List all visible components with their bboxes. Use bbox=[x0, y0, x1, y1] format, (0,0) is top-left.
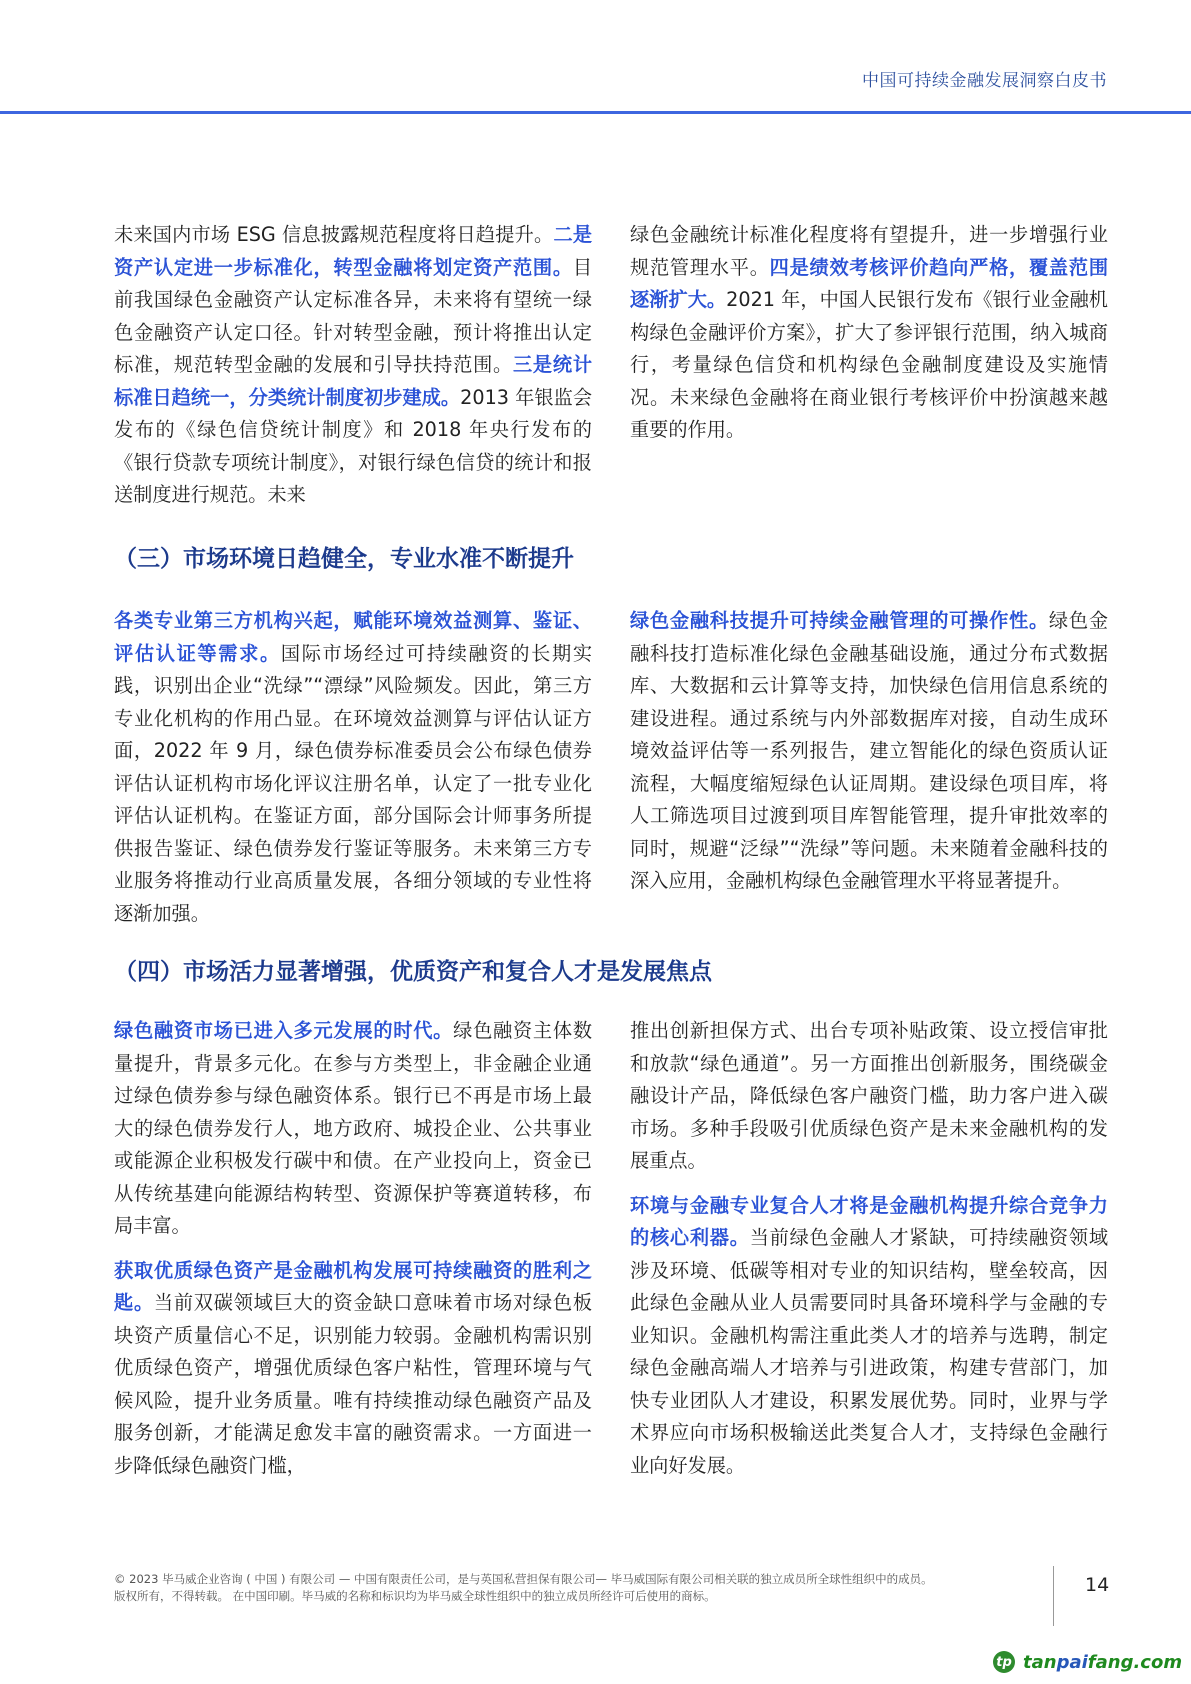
paragraph bbox=[630, 1015, 1108, 1178]
paragraph bbox=[630, 219, 1108, 447]
column-section3-left bbox=[114, 605, 592, 930]
body-text: 国际市场经过可持续融资的长期实践，识别出企业“洗绿”“漂绿”风险频发。因此，第三方专业化机构的作用凸显。在环境效益测算与评估认证方面，2022 年 9 月，绿色债券标准委员会公布绿色债券评估认证机构市场化评议注册名单，认定了一批专业化评估认证机构。在鉴证方面，部分国际会计师事务所提供报告鉴证、绿色债券发行鉴证等服务。未来第三方专业服务将推动行业高质量发展，各细分领域的专业性将逐渐加强。 bbox=[114, 641, 593, 925]
body-text: 2021 年，中国人民银行发布《银行业金融机构绿色金融评价方案》，扩大了参评银行范围，纳入城商行，考量绿色信贷和机构绿色金融制度建设及实施情况。未来绿色金融将在商业银行考核评价中扮演越来越重要的作用。 bbox=[630, 288, 1108, 441]
body-text: 当前绿色金融人才紧缺，可持续融资领域涉及环境、低碳等相对专业的知识结构，壁垒较高，因此绿色金融从业人员需要同时具备环境科学与金融的专业知识。金融机构需注重此类人才的培养与选聘，制定绿色金融高端人才培养与引进政策，构建专营部门，加快专业团队人才建设，积累发展优势。同时，业界与学术界应向市场积极输送此类复合人才，支持绿色金融行业向好发展。 bbox=[630, 1226, 1109, 1477]
body-text: 绿色融资主体数量提升，背景多元化。在参与方类型上，非金融企业通过绿色债券参与绿色融资体系。银行已不再是市场上最大的绿色债券发行人，地方政府、城投企业、公共事业或能源企业积极发行碳中和债。在产业投向上，资金已从传统基建向能源结构转型、资源保护等赛道转移，布局丰富。 bbox=[114, 1019, 593, 1237]
page-number: 14 bbox=[1085, 1574, 1110, 1596]
paragraph bbox=[114, 1255, 592, 1483]
copyright-line-1: © 2023 毕马威企业咨询 ( 中国 ) 有限公司 — 中国有限责任公司，是与英国私营担保有限公司— 毕马威国际有限公司相关联的独立成员所全球性组织中的成员。 bbox=[114, 1572, 933, 1586]
key-point-lead: 二是资产认定进一步标准化，转型金融将划定资产范围。 bbox=[114, 223, 593, 279]
paragraph bbox=[630, 605, 1108, 898]
footer-divider bbox=[1053, 1566, 1054, 1626]
key-point-lead: 四是绩效考核评价趋向严格，覆盖范围逐渐扩大。 bbox=[630, 255, 1109, 311]
section-heading-4: （四）市场活力显著增强，优质资产和复合人才是发展焦点 bbox=[114, 959, 712, 985]
copyright-notice bbox=[114, 1571, 1044, 1605]
paragraph bbox=[114, 1015, 592, 1243]
key-point-lead: 三是统计标准日趋统一，分类统计制度初步建成。 bbox=[114, 353, 593, 409]
key-point-lead: 绿色融资市场已进入多元发展的时代。 bbox=[114, 1019, 454, 1042]
column-top-left bbox=[114, 219, 592, 512]
key-point-lead: 绿色金融科技提升可持续金融管理的可操作性。 bbox=[630, 609, 1049, 632]
key-point-lead: 获取优质绿色资产是金融机构发展可持续融资的胜利之匙。 bbox=[114, 1258, 592, 1314]
key-point-lead: 各类专业第三方机构兴起，赋能环境效益测算、鉴证、评估认证等需求。 bbox=[114, 609, 592, 665]
document-title: 中国可持续金融发展洞察白皮书 bbox=[862, 71, 1107, 91]
column-section3-right bbox=[630, 605, 1108, 898]
watermark-text-start: tan bbox=[1023, 1651, 1057, 1673]
paragraph bbox=[114, 605, 592, 930]
column-top-right bbox=[630, 219, 1108, 447]
body-text: 当前双碳领域巨大的资金缺口意味着市场对绿色板块资产质量信心不足，识别能力较弱。金融机构需识别优质绿色资产，增强优质绿色客户粘性，管理环境与气候风险，提升业务质量。唯有持续推动绿色融资产品及服务创新，才能满足愈发丰富的融资需求。一方面进一步降低绿色融资门槛， bbox=[114, 1291, 593, 1477]
paragraph bbox=[114, 219, 592, 512]
paragraph bbox=[630, 1190, 1108, 1483]
watermark-text-mid: pai bbox=[1056, 1651, 1088, 1673]
body-text: 绿色金融统计标准化程度将有望提升，进一步增强行业规范管理水平。 bbox=[630, 223, 1108, 279]
copyright-line-2: 版权所有，不得转载。 在中国印刷。毕马威的名称和标识均为毕马威全球性组织中的独立成员所经许可后使用的商标。 bbox=[114, 1589, 716, 1603]
body-text: 未来国内市场 ESG 信息披露规范程度将日趋提升。 bbox=[114, 223, 554, 246]
watermark-logo-icon: tp bbox=[993, 1651, 1015, 1673]
watermark-text-end: fang.com bbox=[1087, 1651, 1183, 1673]
header-divider bbox=[0, 111, 1191, 114]
column-section4-left bbox=[114, 1015, 592, 1482]
body-text: 绿色金融科技打造标准化绿色金融基础设施，通过分布式数据库、大数据和云计算等支持，加快绿色信用信息系统的建设进程。通过系统与内外部数据库对接，自动生成环境效益评估等一系列报告，建立智能化的绿色资质认证流程，大幅度缩短绿色认证周期。建设绿色项目库，将人工筛选项目过渡到项目库智能管理，提升审批效率的同时，规避“泛绿”“洗绿”等问题。未来随着金融科技的深入应用，金融机构绿色金融管理水平将显著提升。 bbox=[630, 609, 1109, 892]
section-heading-3: （三）市场环境日趋健全，专业水准不断提升 bbox=[114, 546, 574, 572]
body-text: 推出创新担保方式、出台专项补贴政策、设立授信审批和放款“绿色通道”。另一方面推出创新服务，围绕碳金融设计产品，降低绿色客户融资门槛，助力客户进入碳市场。多种手段吸引优质绿色资产是未来金融机构的发展重点。 bbox=[630, 1019, 1108, 1172]
body-text: 2013 年银监会发布的《绿色信贷统计制度》和 2018 年央行发布的《银行贷款专项统计制度》，对银行绿色信贷的统计和报送制度进行规范。未来 bbox=[114, 385, 593, 506]
watermark bbox=[993, 1651, 1182, 1673]
key-point-lead: 环境与金融专业复合人才将是金融机构提升综合竞争力的核心利器。 bbox=[630, 1193, 1108, 1249]
body-text: 目前我国绿色金融资产认定标准各异，未来将有望统一绿色金融资产认定口径。针对转型金融，预计将推出认定标准，规范转型金融的发展和引导扶持范围。 bbox=[114, 255, 592, 376]
watermark-text bbox=[1023, 1652, 1182, 1673]
column-section4-right bbox=[630, 1015, 1108, 1482]
